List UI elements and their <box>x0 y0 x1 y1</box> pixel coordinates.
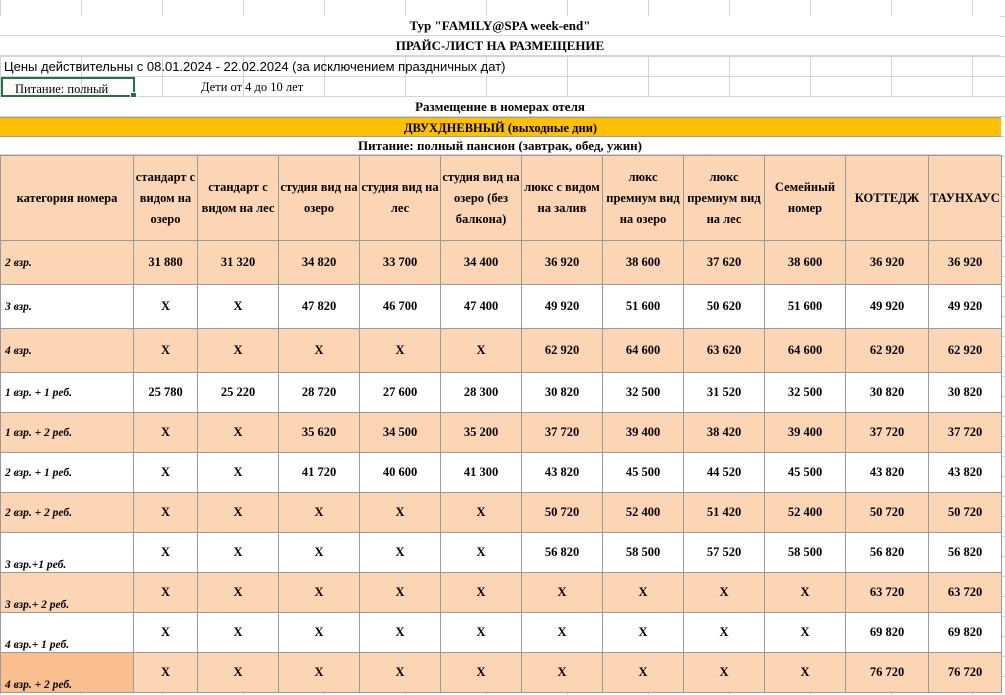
price-cell[interactable]: 46 700 <box>360 285 441 329</box>
price-cell[interactable]: 63 720 <box>846 573 929 613</box>
price-cell[interactable]: Х <box>279 533 360 573</box>
tour-title[interactable]: Тур "FAMILY@SPA week-end" <box>0 16 1000 36</box>
row-category-cell[interactable]: 4 взр. <box>1 329 134 373</box>
price-cell[interactable]: Х <box>441 493 522 533</box>
price-cell[interactable]: 39 400 <box>765 413 846 453</box>
price-cell[interactable]: 34 500 <box>360 413 441 453</box>
period-banner[interactable]: ДВУХДНЕВНЫЙ (выходные дни) <box>0 117 1001 137</box>
price-cell[interactable]: 64 600 <box>765 329 846 373</box>
price-cell[interactable]: 40 600 <box>360 453 441 493</box>
price-cell[interactable]: 51 600 <box>765 285 846 329</box>
price-cell[interactable]: 50 620 <box>684 285 765 329</box>
price-cell[interactable]: Х <box>198 453 279 493</box>
price-cell[interactable]: 50 720 <box>846 493 929 533</box>
price-cell[interactable]: Х <box>360 573 441 613</box>
price-cell[interactable]: Х <box>441 329 522 373</box>
price-cell[interactable]: 47 400 <box>441 285 522 329</box>
row-category-cell[interactable]: 3 взр.+1 реб. <box>1 533 134 573</box>
price-cell[interactable]: Х <box>198 573 279 613</box>
row-category-cell[interactable]: 1 взр. + 1 реб. <box>1 373 134 413</box>
price-cell[interactable]: 41 720 <box>279 453 360 493</box>
price-cell[interactable]: 43 820 <box>929 453 1002 493</box>
price-cell[interactable]: Х <box>684 613 765 653</box>
price-cell[interactable]: 39 400 <box>603 413 684 453</box>
row-category-cell[interactable]: 2 взр. <box>1 241 134 285</box>
validity-note[interactable]: Цены действительны с 08.01.2024 - 22.02.2024 (за исключением праздничных дат) <box>4 59 506 74</box>
price-cell[interactable]: 25 780 <box>134 373 198 413</box>
price-cell[interactable]: Х <box>134 653 198 693</box>
price-cell[interactable]: Х <box>441 533 522 573</box>
price-cell[interactable]: 58 500 <box>765 533 846 573</box>
price-cell[interactable]: Х <box>134 533 198 573</box>
price-cell[interactable]: Х <box>522 653 603 693</box>
price-cell[interactable]: Х <box>198 413 279 453</box>
header-room-type[interactable]: Семейный номер <box>765 156 846 241</box>
price-cell[interactable]: 43 820 <box>522 453 603 493</box>
price-cell[interactable]: Х <box>134 329 198 373</box>
table-header-row <box>1 156 1002 241</box>
selected-cell-meal[interactable]: Питание: полный <box>1 77 135 97</box>
price-cell[interactable]: 38 600 <box>603 241 684 285</box>
price-cell[interactable]: 35 620 <box>279 413 360 453</box>
price-cell[interactable]: Х <box>441 653 522 693</box>
price-cell[interactable]: 28 720 <box>279 373 360 413</box>
row-category-cell[interactable]: 2 взр. + 1 реб. <box>1 453 134 493</box>
price-cell[interactable]: 51 420 <box>684 493 765 533</box>
row-category-cell[interactable]: 4 взр. + 2 реб. <box>1 653 134 693</box>
price-cell[interactable]: Х <box>603 573 684 613</box>
price-cell[interactable]: Х <box>360 533 441 573</box>
price-cell[interactable]: Х <box>279 329 360 373</box>
header-room-type[interactable]: люкс премиум вид на лес <box>684 156 765 241</box>
price-cell[interactable]: Х <box>522 613 603 653</box>
price-cell[interactable]: 62 920 <box>522 329 603 373</box>
price-cell[interactable]: 64 600 <box>603 329 684 373</box>
price-cell[interactable]: 56 820 <box>929 533 1002 573</box>
price-cell[interactable]: 36 920 <box>522 241 603 285</box>
price-cell[interactable]: 30 820 <box>522 373 603 413</box>
row-category-cell[interactable]: 4 взр.+ 1 реб. <box>1 613 134 653</box>
price-cell[interactable]: Х <box>279 653 360 693</box>
header-room-type[interactable]: КОТТЕДЖ <box>846 156 929 241</box>
price-cell[interactable]: 31 880 <box>134 241 198 285</box>
price-cell[interactable]: 76 720 <box>929 653 1002 693</box>
price-cell[interactable]: Х <box>765 653 846 693</box>
price-cell[interactable]: Х <box>134 613 198 653</box>
price-cell[interactable]: Х <box>279 613 360 653</box>
price-cell[interactable]: 45 500 <box>765 453 846 493</box>
table-row <box>1 373 1002 413</box>
price-cell[interactable]: Х <box>441 573 522 613</box>
price-list-title[interactable]: ПРАЙС-ЛИСТ НА РАЗМЕЩЕНИЕ <box>0 36 1000 56</box>
price-cell[interactable]: 62 920 <box>929 329 1002 373</box>
price-cell[interactable]: 37 720 <box>846 413 929 453</box>
price-cell[interactable]: 49 920 <box>929 285 1002 329</box>
table-row <box>1 493 1002 533</box>
price-cell[interactable]: 58 500 <box>603 533 684 573</box>
price-cell[interactable]: 49 920 <box>846 285 929 329</box>
price-cell[interactable]: 76 720 <box>846 653 929 693</box>
price-cell[interactable]: 63 720 <box>929 573 1002 613</box>
price-cell[interactable]: 37 720 <box>522 413 603 453</box>
header-room-type[interactable]: стандарт с видом на озеро <box>134 156 198 241</box>
price-cell[interactable]: 44 520 <box>684 453 765 493</box>
price-cell[interactable]: Х <box>522 573 603 613</box>
accommodation-title[interactable]: Размещение в номерах отеля <box>0 97 1000 117</box>
price-cell[interactable]: 30 820 <box>929 373 1002 413</box>
table-row <box>1 453 1002 493</box>
table-row <box>1 241 1002 285</box>
price-cell[interactable]: 35 200 <box>441 413 522 453</box>
price-cell[interactable]: Х <box>198 613 279 653</box>
header-room-category[interactable]: категория номера <box>1 156 134 241</box>
price-cell[interactable]: 28 300 <box>441 373 522 413</box>
table-row <box>1 285 1002 329</box>
price-cell[interactable]: 63 620 <box>684 329 765 373</box>
price-cell[interactable]: 51 600 <box>603 285 684 329</box>
price-cell[interactable]: 34 400 <box>441 241 522 285</box>
price-cell[interactable]: 36 920 <box>929 241 1002 285</box>
price-cell[interactable]: 33 700 <box>360 241 441 285</box>
price-cell[interactable]: 31 520 <box>684 373 765 413</box>
children-age-note[interactable]: Дети от 4 до 10 лет <box>201 80 304 94</box>
price-cell[interactable]: Х <box>198 653 279 693</box>
table-row <box>1 329 1002 373</box>
price-cell[interactable]: 31 320 <box>198 241 279 285</box>
price-cell[interactable]: Х <box>360 493 441 533</box>
price-cell[interactable]: 52 400 <box>603 493 684 533</box>
table-row <box>1 613 1002 653</box>
table-row <box>1 573 1002 613</box>
price-cell[interactable]: 34 820 <box>279 241 360 285</box>
price-cell[interactable]: Х <box>279 573 360 613</box>
price-cell[interactable]: 52 400 <box>765 493 846 533</box>
price-cell[interactable]: Х <box>279 493 360 533</box>
price-cell[interactable]: 37 620 <box>684 241 765 285</box>
price-cell[interactable]: 50 720 <box>522 493 603 533</box>
price-cell[interactable]: 45 500 <box>603 453 684 493</box>
meal-children-row <box>0 77 1000 97</box>
row-category-cell[interactable]: 3 взр.+ 2 реб. <box>1 573 134 613</box>
price-cell[interactable]: 30 820 <box>846 373 929 413</box>
row-category-cell[interactable]: 1 взр. + 2 реб. <box>1 413 134 453</box>
table-row <box>1 533 1002 573</box>
row-category-cell[interactable]: 3 взр. <box>1 285 134 329</box>
price-cell[interactable]: Х <box>134 453 198 493</box>
meal-note[interactable]: Питание: полный пансион (завтрак, обед, ужин) <box>0 137 1000 155</box>
price-cell[interactable]: 41 300 <box>441 453 522 493</box>
price-cell[interactable]: 57 520 <box>684 533 765 573</box>
header-room-type[interactable]: люкс с видом на залив <box>522 156 603 241</box>
price-cell[interactable]: 69 820 <box>929 613 1002 653</box>
price-cell[interactable]: 50 720 <box>929 493 1002 533</box>
price-cell[interactable]: Х <box>360 613 441 653</box>
price-cell[interactable]: 56 820 <box>522 533 603 573</box>
price-cell[interactable]: Х <box>134 493 198 533</box>
price-cell[interactable]: Х <box>198 329 279 373</box>
price-cell[interactable]: 49 920 <box>522 285 603 329</box>
price-cell[interactable]: Х <box>198 493 279 533</box>
price-cell[interactable]: 56 820 <box>846 533 929 573</box>
price-cell[interactable]: 43 820 <box>846 453 929 493</box>
price-cell[interactable]: Х <box>765 573 846 613</box>
price-cell[interactable]: Х <box>134 413 198 453</box>
price-cell[interactable]: Х <box>765 613 846 653</box>
row-category-cell[interactable]: 2 взр. + 2 реб. <box>1 493 134 533</box>
price-cell[interactable]: Х <box>360 329 441 373</box>
price-cell[interactable]: 47 820 <box>279 285 360 329</box>
price-cell[interactable]: 27 600 <box>360 373 441 413</box>
price-cell[interactable]: 38 420 <box>684 413 765 453</box>
price-cell[interactable]: 38 600 <box>765 241 846 285</box>
price-cell[interactable]: Х <box>198 285 279 329</box>
price-cell[interactable]: Х <box>360 653 441 693</box>
header-room-type[interactable]: студия вид на озеро (без балкона) <box>441 156 522 241</box>
price-cell[interactable]: 25 220 <box>198 373 279 413</box>
table-row <box>1 413 1002 453</box>
price-cell[interactable]: Х <box>441 613 522 653</box>
header-room-type[interactable]: студия вид на озеро <box>279 156 360 241</box>
price-cell[interactable]: Х <box>684 653 765 693</box>
price-cell[interactable]: Х <box>603 653 684 693</box>
price-cell[interactable]: Х <box>198 533 279 573</box>
header-room-type[interactable]: студия вид на лес <box>360 156 441 241</box>
price-cell[interactable]: 36 920 <box>846 241 929 285</box>
price-cell[interactable]: 62 920 <box>846 329 929 373</box>
header-room-type[interactable]: люкс премиум вид на озеро <box>603 156 684 241</box>
header-room-type[interactable]: стандарт с видом на лес <box>198 156 279 241</box>
price-cell[interactable]: Х <box>134 285 198 329</box>
price-table <box>0 155 1002 693</box>
price-cell[interactable]: 32 500 <box>765 373 846 413</box>
price-cell[interactable]: 37 720 <box>929 413 1002 453</box>
price-cell[interactable]: Х <box>603 613 684 653</box>
price-cell[interactable]: 32 500 <box>603 373 684 413</box>
header-room-type[interactable]: ТАУНХАУС <box>929 156 1002 241</box>
table-row <box>1 653 1002 693</box>
price-cell[interactable]: Х <box>134 573 198 613</box>
price-cell[interactable]: 69 820 <box>846 613 929 653</box>
price-cell[interactable]: Х <box>684 573 765 613</box>
